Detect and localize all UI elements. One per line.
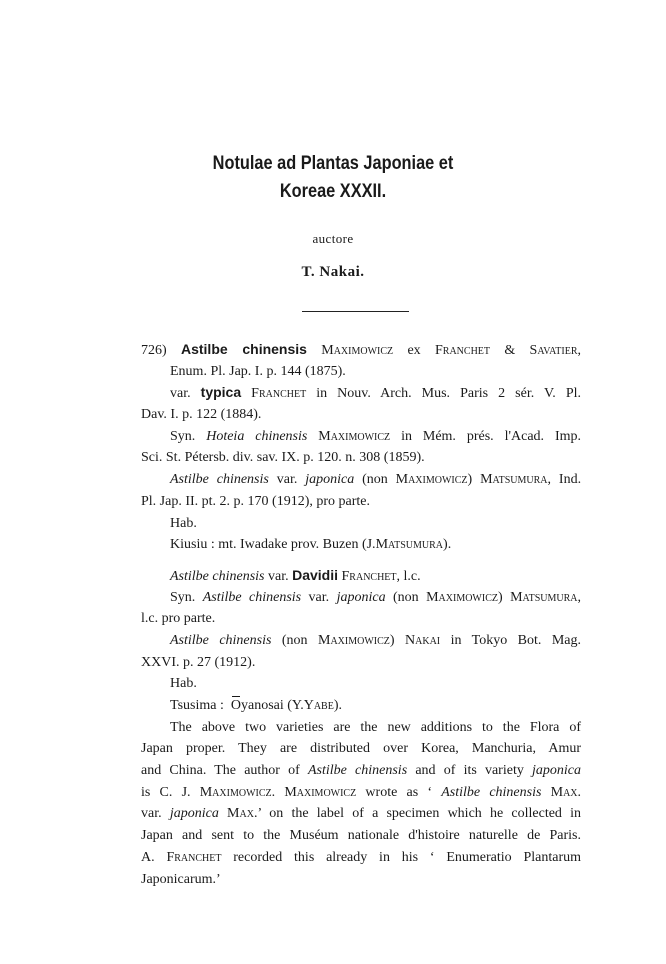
entry-line-7 <box>141 469 581 491</box>
text: ). <box>443 537 452 553</box>
species-name: Astilbe chinensis <box>441 784 542 800</box>
species-name: Astilbe chinensis <box>202 589 302 605</box>
title-line-2: Koreae XXXII. <box>279 181 387 202</box>
variety-name: japonica <box>305 472 355 488</box>
species-name: Astilbe chinensis <box>170 568 265 584</box>
auctore-label: auctore <box>312 231 354 246</box>
entry-line-2: Enum. Pl. Jap. I. p. 144 (1875). <box>170 363 346 379</box>
author-citation: Maximowicz. <box>199 784 276 800</box>
author-citation: Matsumura, <box>510 589 582 605</box>
author-citation: Max. <box>550 784 582 800</box>
text: (non <box>393 589 419 605</box>
entry-line-6: Sci. St. Pétersb. div. sav. IX. p. 120. n. 308 (1859). <box>141 450 425 466</box>
text: Syn. <box>170 589 196 605</box>
article-body <box>141 339 581 890</box>
entry-line-14 <box>141 630 581 652</box>
text: in Tokyo Bot. Mag. <box>450 632 582 648</box>
macron-letter: O <box>231 695 241 717</box>
text: l.c. <box>403 568 421 584</box>
variety-name: japonica <box>169 806 219 822</box>
text: in Mém. prés. l'Acad. Imp. <box>401 428 582 444</box>
title-divider <box>302 311 409 312</box>
entry-line-10 <box>141 534 581 556</box>
author-name: T. Nakai. <box>301 264 365 280</box>
paragraph-line-8: Japonicarum.’ <box>141 871 221 887</box>
species-name: Astilbe chinensis <box>170 632 272 648</box>
text: wrote as ‘ <box>365 784 433 800</box>
entry-number: 726) <box>141 343 167 358</box>
entry-line-5 <box>141 426 581 448</box>
author-citation: Franchet, <box>341 568 401 584</box>
entry-line-3 <box>141 382 581 404</box>
text: recorded this already in his ‘ Enumeratio Plantarum <box>233 849 582 865</box>
author-citation: Maximowicz) <box>426 589 503 605</box>
entry-line-9: Hab. <box>170 515 197 531</box>
species-name: Astilbe chinensis <box>180 341 307 357</box>
author-citation: Yabe <box>303 698 334 713</box>
author-citation: Max. <box>227 806 258 822</box>
text: Kiusiu : mt. Iwadake prov. Buzen (J. <box>170 537 376 553</box>
text: (non <box>281 632 308 648</box>
text: ’ on the label of a specimen which he collected in <box>257 806 582 822</box>
author-citation: Nakai <box>405 632 441 648</box>
author-citation: Savatier, <box>529 343 582 358</box>
paragraph-line-2: Japan proper. They are distributed over Korea, Manchuria, Amur <box>141 741 581 757</box>
text: A. <box>141 849 155 865</box>
author-citation: Maximowicz) <box>318 632 395 648</box>
species-name: Astilbe chinensis <box>307 763 408 779</box>
author-citation: Maximowicz) <box>395 472 473 488</box>
author-citation: Franchet <box>435 343 491 358</box>
text: var. <box>276 472 298 488</box>
author-citation: Matsumura, <box>480 472 552 488</box>
entry-line-8: Pl. Jap. II. pt. 2. p. 170 (1912), pro parte. <box>141 493 371 509</box>
entry-line-12 <box>141 587 581 609</box>
entry-line-13: l.c. pro parte. <box>141 611 216 627</box>
author-citation: Maximowicz <box>321 343 394 358</box>
paragraph-line-7 <box>141 847 581 869</box>
text: Ind. <box>558 472 582 488</box>
author-citation: Franchet <box>251 386 307 402</box>
title-line-1: Notulae ad Plantas Japoniae et <box>212 153 454 174</box>
author-citation: Matsumura <box>375 537 444 553</box>
entry-line-15: XXVI. p. 27 (1912). <box>141 654 256 670</box>
entry-line-1 <box>141 339 581 361</box>
paragraph-line-3 <box>141 760 581 782</box>
author-citation: Maximowicz <box>284 784 357 800</box>
text: is C. J. <box>141 784 191 800</box>
entry-line-11 <box>141 565 581 587</box>
entry-line-16: Hab. <box>170 676 197 692</box>
author-citation: Franchet <box>166 849 222 865</box>
text: var. <box>170 386 191 402</box>
variety-name: japonica <box>336 589 386 605</box>
spacer <box>141 556 581 565</box>
variety-name: Davidii <box>292 566 339 583</box>
text: ex <box>407 343 421 358</box>
text: and of its variety <box>415 763 524 779</box>
text: Tsusima : <box>170 698 224 713</box>
text: (non <box>362 472 388 488</box>
text: yanosai (Y. <box>240 698 304 713</box>
paragraph-line-1: The above two varieties are the new additions to the Flora of <box>170 719 581 735</box>
paragraph-line-4 <box>141 782 581 804</box>
text: var. <box>141 806 162 822</box>
text: var. <box>308 589 330 605</box>
text: & <box>504 343 516 358</box>
text: var. <box>268 568 289 584</box>
species-name: Hoteia chinensis <box>206 428 308 444</box>
paragraph-line-6: Japan and sent to the Muséum nationale d'histoire naturelle de Paris. <box>141 828 581 844</box>
text: in Nouv. Arch. Mus. Paris 2 sér. V. Pl. <box>316 386 582 402</box>
author-citation: Maximowicz <box>318 428 391 444</box>
variety-name: typica <box>200 384 242 401</box>
paragraph-line-5 <box>141 803 581 825</box>
text: Syn. <box>170 428 196 444</box>
text: ). <box>333 698 343 713</box>
text: and China. The author of <box>141 763 300 779</box>
variety-name: japonica <box>532 763 582 779</box>
species-name: Astilbe chinensis <box>170 472 269 488</box>
entry-line-4: Dav. I. p. 122 (1884). <box>141 407 262 423</box>
entry-line-17 <box>141 695 581 717</box>
